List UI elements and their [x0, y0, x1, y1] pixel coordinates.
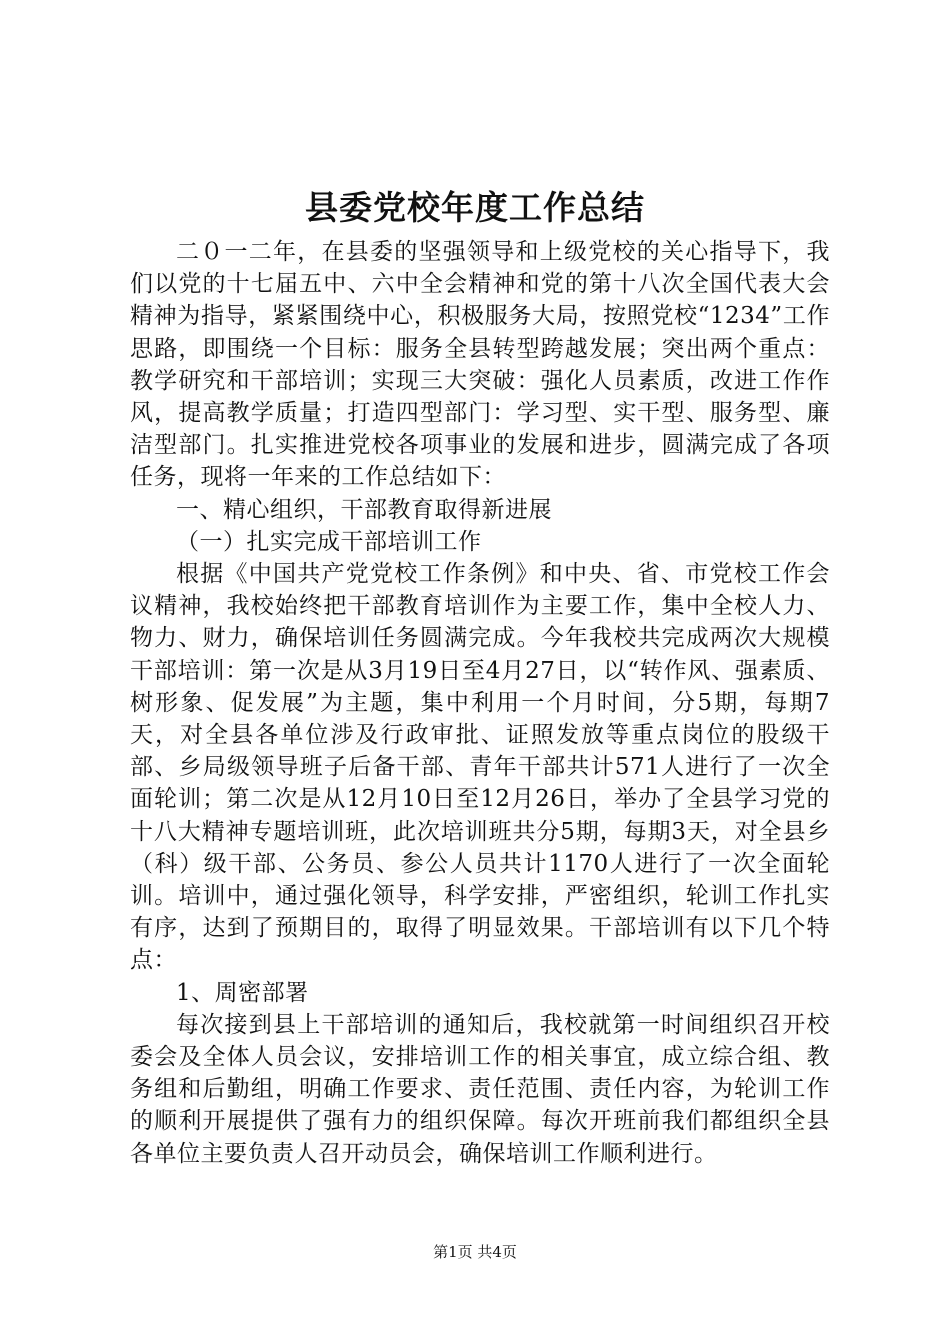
deployment-paragraph: 每次接到县上干部培训的通知后，我校就第一时间组织召开校委会及全体人员会议，安排培训工作的相关事宜，成立综合组、教务组和后勤组，明确工作要求、责任范围、责任内容，为轮训工作的顺利开展提供了强有力的组织保障。每次开班前我们都组织全县各单位主要负责人召开动员会，确保培训工作顺利进行。	[130, 1011, 830, 1167]
subsection-heading-1: （一）扎实完成干部培训工作	[176, 528, 482, 555]
page-number-footer: 第1页 共4页	[433, 1243, 517, 1261]
point-heading-1: 1、周密部署	[176, 979, 309, 1006]
document-title: 县委党校年度工作总结	[305, 188, 645, 227]
intro-paragraph: 二０一二年，在县委的坚强领导和上级党校的关心指导下，我们以党的十七届五中、六中全会精神和党的第十八次全国代表大会精神为指导，紧紧围绕中心，积极服务大局，按照党校“1234”工作思路，即围绕一个目标：服务全县转型跨越发展；突出两个重点：教学研究和干部培训；实现三大突破：强化人员素质，改进工作作风，提高教学质量；打造四型部门：学习型、实干型、服务型、廉洁型部门。扎实推进党校各项事业的发展和进步，圆满完成了各项任务，现将一年来的工作总结如下：	[130, 239, 830, 491]
training-paragraph: 根据《中国共产党党校工作条例》和中央、省、市党校工作会议精神，我校始终把干部教育培训作为主要工作，集中全校人力、物力、财力，确保培训任务圆满完成。今年我校共完成两次大规模干部培训：第一次是从3月19日至4月27日，以“转作风、强素质、树形象、促发展”为主题，集中利用一个月时间，分5期，每期7天，对全县各单位涉及行政审批、证照发放等重点岗位的股级干部、乡局级领导班子后备干部、青年干部共计571人进行了一次全面轮训；第二次是从12月10日至12月26日，举办了全县学习党的十八大精神专题培训班，此次培训班共分5期，每期3天，对全县乡（科）级干部、公务员、参公人员共计1170人进行了一次全面轮训。培训中，通过强化领导，科学安排，严密组织，轮训工作扎实有序，达到了预期目的，取得了明显效果。干部培训有以下几个特点：	[130, 561, 830, 974]
document-body	[130, 236, 830, 1170]
section-heading-1: 一、精心组织，干部教育取得新进展	[176, 496, 552, 523]
